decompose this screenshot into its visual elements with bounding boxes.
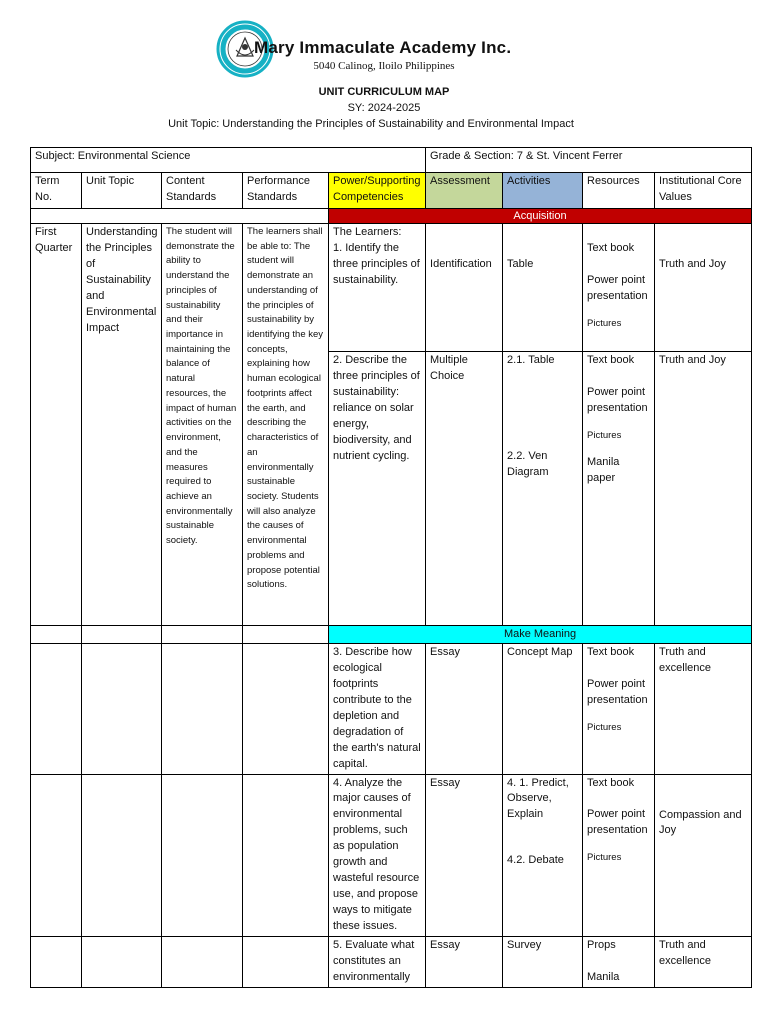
unit-topic-heading: Unit Topic: Understanding the Principles of Sustainability and Environmental Impact [168,118,574,130]
core-values-cell: Truth and excellence [655,644,752,775]
grade-section-label: Grade & Section: 7 & St. Vincent Ferrer [430,150,623,162]
column-header-row [31,173,752,209]
competency-cell: 2. Describe the three principles of sustainability: reliance on solar energy, biodiversity, and nutrient cycling. [329,352,426,626]
competency-cell: 4. Analyze the major causes of environmental problems, such as population growth and wasteful resource use, and propose ways to mitigate these issues. [329,774,426,936]
performance-standards-cell: The learners shall be able to: The student will demonstrate an understanding of the principles of sustainability by identifying the key concepts, explaining how human ecological footprints affect the earth, and describing the characteristics of an environmentally sustainable society. Students will also analyze the causes of environmental problems and propose potential solutions. [243,224,329,626]
core-values-cell: Truth and Joy [655,224,752,352]
competency-text: 1. Identify the three principles of sustainability. [333,241,420,286]
resources-cell: Text book Power point presentation Pictures [583,644,655,775]
table-row [31,936,752,987]
activities-cell: Survey [503,936,583,987]
col-term: Term No. [31,173,82,209]
competency-cell: 3. Describe how ecological footprints contribute to the depletion and degradation of the earth's natural capital. [329,644,426,775]
col-core-values: Institutional Core Values [655,173,752,209]
school-year: SY: 2024-2025 [347,102,421,114]
col-unit-topic: Unit Topic [82,173,162,209]
table-row [31,224,752,352]
assessment-cell: Identification [426,224,503,352]
activities-cell: Concept Map [503,644,583,775]
resources-cell: Text book Power point presentation Pictures Manila paper [583,352,655,626]
competency-cell [329,224,426,352]
assessment-cell: Essay [426,774,503,936]
unit-topic-cell: Understanding the Principles of Sustainability and Environmental Impact [82,224,162,626]
term-cell: First Quarter [31,224,82,626]
table-row [31,644,752,775]
competency-intro: The Learners: [333,226,402,238]
activities-cell: 4. 1. Predict, Observe, Explain 4.2. Debate [503,774,583,936]
school-address: 5040 Calinog, Iloilo Philippines [313,60,455,72]
resources-cell: Text book Power point presentation Pictures [583,774,655,936]
grade-section-cell [426,148,752,173]
core-values-cell: Truth and Joy [655,352,752,626]
core-values-cell: Truth and excellence [655,936,752,987]
col-performance-standards: Performance Standards [243,173,329,209]
col-content-standards: Content Standards [162,173,243,209]
resources-cell: Text book Power point presentation Pictures [583,224,655,352]
assessment-cell: Essay [426,936,503,987]
col-assessment: Assessment [426,173,503,209]
col-power-competencies: Power/Supporting Competencies [329,173,426,209]
acquisition-band: Acquisition [329,209,752,224]
subject-cell [31,148,426,173]
content-standards-cell: The student will demonstrate the ability to understand the principles of sustainability and their importance in maintaining the balance of natural resources, the impact of human activities on the environment, and the measures required to achieve an environmentally sustainable society. [162,224,243,626]
make-meaning-band-row [31,626,752,644]
resources-cell: Props Manila [583,936,655,987]
curriculum-map-table [30,147,752,988]
competency-cell: 5. Evaluate what constitutes an environmentally [329,936,426,987]
core-values-cell: Compassion and Joy [655,774,752,936]
make-meaning-band: Make Meaning [329,626,752,644]
table-row [31,774,752,936]
document-header [0,0,768,140]
assessment-cell: Essay [426,644,503,775]
assessment-cell: Multiple Choice [426,352,503,626]
document-title: UNIT CURRICULUM MAP [318,86,450,98]
col-resources: Resources [583,173,655,209]
acquisition-band-row [31,209,752,224]
activities-cell: Table [503,224,583,352]
school-name: Mary Immaculate Academy Inc. [254,38,512,57]
activities-cell: 2.1. Table 2.2. Ven Diagram [503,352,583,626]
subject-label: Subject: Environmental Science [35,150,191,162]
col-activities: Activities [503,173,583,209]
info-row [31,148,752,173]
